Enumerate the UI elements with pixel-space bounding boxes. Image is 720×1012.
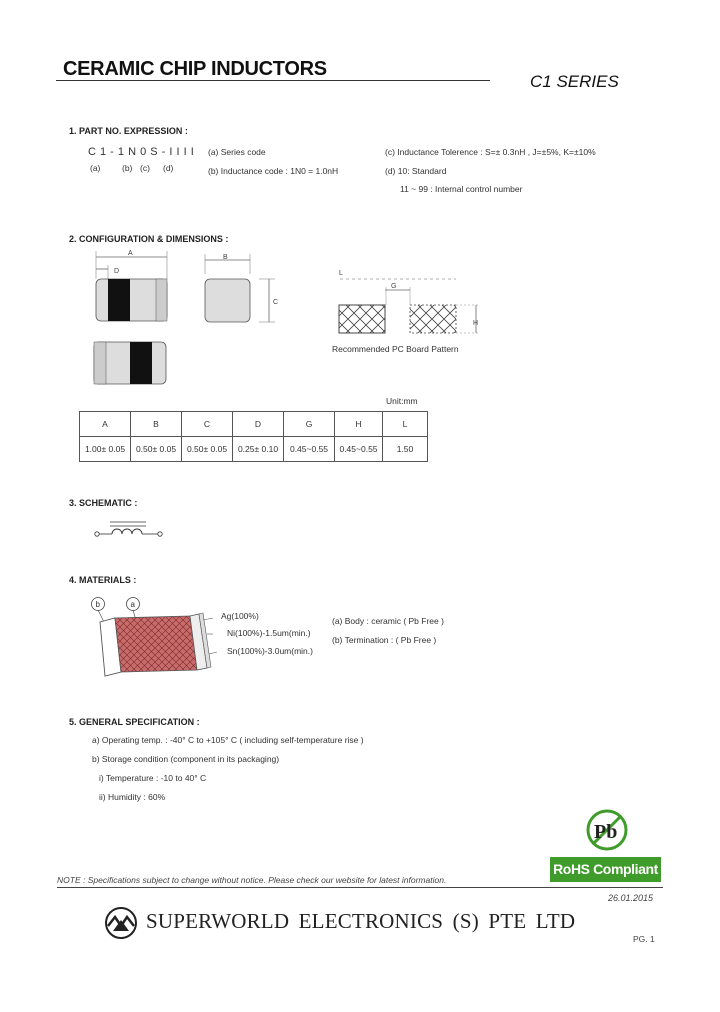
dim-h-label: H [473,320,479,327]
table-header-cell: A [80,412,131,437]
callout-b-label: b [95,600,100,609]
footer-note: NOTE : Specifications subject to change without notice. Please check our website for latest information. [57,875,447,885]
table-header-cell: H [335,412,383,437]
series-label: C1 SERIES [530,72,619,91]
table-cell: 0.50± 0.05 [131,437,182,462]
pcb-pad-left [339,305,385,333]
page-number: PG. 1 [633,934,655,944]
table-cell: 0.45~0.55 [335,437,383,462]
material-body: (a) Body : ceramic ( Pb Free ) [332,616,444,626]
table-cell: 1.50 [383,437,428,462]
dim-g-label: G [391,283,397,290]
part-d-desc: (d) 10: Standard [385,166,447,176]
dim-d-label: D [114,268,120,275]
general-heading: 5. GENERAL SPECIFICATION : [69,717,200,727]
dim-a-label: A [128,250,133,257]
unit-label: Unit:mm [386,396,418,406]
layer-ni: Ni(100%)-1.5um(min.) [227,628,311,638]
table-header-cell: G [284,412,335,437]
materials-heading: 4. MATERIALS : [69,575,137,585]
footer-rule [57,887,663,888]
spec-humidity: ii) Humidity : 60% [99,792,166,802]
layer-sn: Sn(100%)-3.0um(min.) [227,646,313,656]
ceramic-body [115,616,197,672]
code-label-b: (b) [122,163,133,173]
company-logo-icon [104,906,138,940]
dim-b-label: B [223,254,228,261]
pcb-pattern-diagram [330,265,490,345]
pb-free-icon [583,806,631,854]
code-label-c: (c) [140,163,150,173]
code-label-a: (a) [90,163,101,173]
document-title: CERAMIC CHIP INDUCTORS [63,58,327,80]
inductor-symbol [90,518,170,548]
schematic-heading: 3. SCHEMATIC : [69,498,138,508]
rohs-compliant-badge: RoHS Compliant [550,857,661,882]
table-cell: 0.50± 0.05 [182,437,233,462]
table-header-cell: C [182,412,233,437]
callout-a-label: a [130,600,135,609]
part-no-code: C 1 - 1 N 0 S - I I I I [88,146,195,158]
config-heading: 2. CONFIGURATION & DIMENSIONS : [69,234,229,244]
table-row [80,437,428,462]
table-header-row [80,412,428,437]
chip-side [205,279,250,322]
chip-top-view-diagram [70,245,190,335]
part-d-desc-2: 11 ~ 99 : Internal control number [400,184,523,194]
spec-storage-temp: i) Temperature : -10 to 40° C [99,773,207,783]
table-cell: 0.25± 0.10 [233,437,284,462]
footer-date: 26.01.2015 [608,893,654,903]
part-b-desc: (b) Inductance code : 1N0 = 1.0nH [208,166,339,176]
company-name: SUPERWORLD ELECTRONICS (S) PTE LTD [146,909,576,933]
pb-label: Pb [594,821,618,843]
material-termination: (b) Termination : ( Pb Free ) [332,635,437,645]
part-a-desc: (a) Series code [208,147,266,157]
table-header-cell: B [131,412,182,437]
table-header-cell: L [383,412,428,437]
part-c-desc: (c) Inductance Tolerence : S=± 0.3nH , J=±5%, K=±10% [385,147,596,157]
table-header-cell: D [233,412,284,437]
chip-bottom-view-diagram [90,338,180,388]
dimension-table [79,411,428,462]
layer-ag: Ag(100%) [221,611,259,621]
spec-operating-temp: a) Operating temp. : -40° C to +105° C ( including self-temperature rise ) [92,735,364,745]
dim-c-label: C [273,299,279,306]
part-no-heading: 1. PART NO. EXPRESSION : [69,126,188,136]
pcb-pad-right [410,305,456,333]
chip-side-view-diagram [195,250,285,330]
code-label-d: (d) [163,163,174,173]
dim-l-label: L [339,270,343,277]
table-cell: 1.00± 0.05 [80,437,131,462]
materials-diagram [85,592,325,692]
chip-band [108,279,130,321]
pcb-caption: Recommended PC Board Pattern [332,344,459,354]
table-cell: 0.45~0.55 [284,437,335,462]
title-rule [56,80,490,81]
spec-storage: b) Storage condition (component in its packaging) [92,754,280,764]
